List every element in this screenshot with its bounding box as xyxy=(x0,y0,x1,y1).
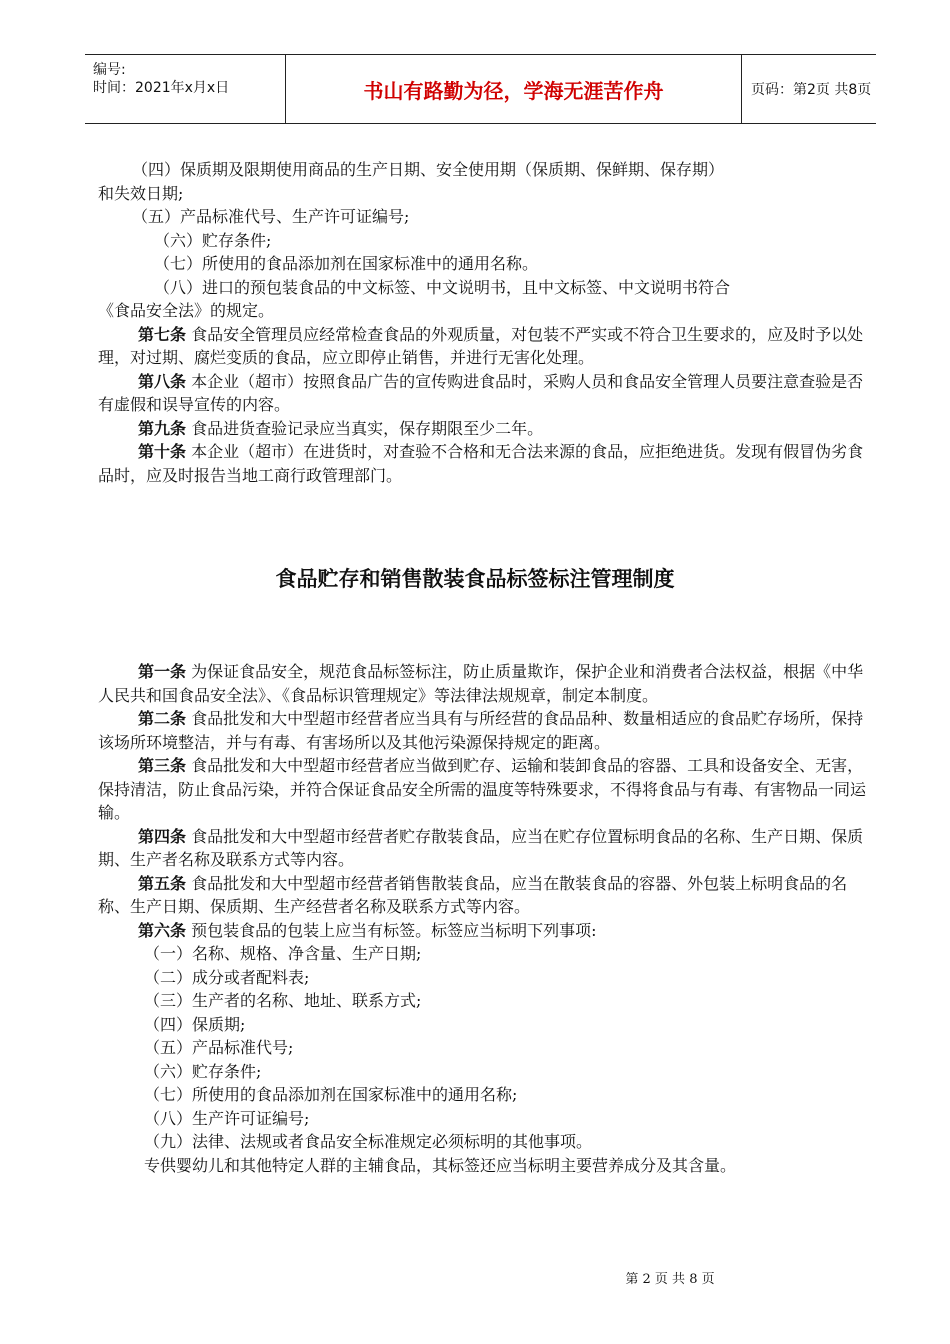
list-item: （三）生产者的名称、地址、联系方式; xyxy=(144,991,422,1010)
section2-body xyxy=(98,660,868,1177)
list-item: （七）所使用的食品添加剂在国家标准中的通用名称; xyxy=(144,1085,518,1104)
header-motto: 书山有路勤为径，学海无涯苦作舟 xyxy=(285,55,742,123)
page-footer xyxy=(0,1268,950,1287)
list-item: （六）贮存条件; xyxy=(154,230,272,250)
article-4: 第四条 食品批发和大中型超市经营者贮存散装食品，应当在贮存位置标明食品的名称、生产日期、保质期、生产者名称及联系方式等内容。 xyxy=(98,826,864,869)
list-item: （一）名称、规格、净含量、生产日期; xyxy=(144,944,422,963)
list-item: （六）贮存条件; xyxy=(144,1061,262,1081)
list-item: （七）所使用的食品添加剂在国家标准中的通用名称。 xyxy=(154,254,539,273)
section1-body xyxy=(98,158,868,487)
article-3: 第三条 食品批发和大中型超市经营者应当做到贮存、运输和装卸食品的容器、工具和设备安全、无害，保持清洁，防止食品污染，并符合保证食品安全所需的温度等特殊要求，不得将食品与有毒、有害物品一同运输。 xyxy=(98,756,867,822)
section-title: 食品贮存和销售散装食品标签标注管理制度 xyxy=(275,567,675,591)
article-1: 第一条 为保证食品安全，规范食品标签标注，防止质量欺诈，保护企业和消费者合法权益，根据《中华人民共和国食品安全法》、《食品标识管理规定》等法律法规规章，制定本制度。 xyxy=(98,662,864,705)
list-item: （八）进口的预包装食品的中文标签、中文说明书，且中文标签、中文说明书符合 xyxy=(154,277,731,297)
list-item: 和失效日期; xyxy=(98,183,184,203)
list-item: 《食品安全法》的规定。 xyxy=(98,301,275,320)
list-item: （五）产品标准代号、生产许可证编号; xyxy=(132,207,410,226)
list-item: （四）保质期; xyxy=(144,1014,246,1034)
header-page-info: 页码：第2页 共8页 xyxy=(751,82,872,98)
article-5: 第五条 食品批发和大中型超市经营者销售散装食品，应当在散装食品的容器、外包装上标明食品的名称、生产日期、保质期、生产经营者名称及联系方式等内容。 xyxy=(98,873,848,916)
time-label: 时间：2021年x月x日 xyxy=(93,80,230,96)
article-10: 第十条 本企业（超市）在进货时，对查验不合格和无合法来源的食品，应拒绝进货。发现有假冒伪劣食品时，应及时报告当地工商行政管理部门。 xyxy=(98,442,864,485)
article-8: 第八条 本企业（超市）按照食品广告的宣传购进食品时，采购人员和食品安全管理人员要注意查验是否有虚假和误导宣传的内容。 xyxy=(98,371,864,414)
list-item: （九）法律、法规或者食品安全标准规定必须标明的其他事项。 xyxy=(144,1132,593,1151)
header-meta xyxy=(85,55,285,123)
footer-page-number: 第 2 页 共 8 页 xyxy=(625,1272,715,1287)
list-item: （二）成分或者配料表; xyxy=(144,967,310,987)
article-2: 第二条 食品批发和大中型超市经营者应当具有与所经营的食品品种、数量相适应的食品贮存场所，保持该场所环境整洁，并与有毒、有害场所以及其他污染源保持规定的距离。 xyxy=(98,709,864,752)
number-label: 编号: xyxy=(93,62,126,78)
article-9: 第九条 食品进货查验记录应当真实，保存期限至少二年。 xyxy=(138,418,544,438)
list-item: （五）产品标准代号; xyxy=(144,1038,294,1057)
list-item: （八）生产许可证编号; xyxy=(144,1108,310,1128)
article-6: 第六条 预包装食品的包装上应当有标签。标签应当标明下列事项: xyxy=(138,920,597,940)
article-7: 第七条 食品安全管理员应经常检查食品的外观质量，对包装不严实或不符合卫生要求的，应及时予以处理，对过期、腐烂变质的食品，应立即停止销售，并进行无害化处理。 xyxy=(98,324,864,367)
page-header xyxy=(85,54,876,124)
list-item: （四）保质期及限期使用商品的生产日期、安全使用期（保质期、保鲜期、保存期） xyxy=(132,160,725,179)
closing-paragraph: 专供婴幼儿和其他特定人群的主辅食品，其标签还应当标明主要营养成分及其含量。 xyxy=(144,1155,737,1175)
